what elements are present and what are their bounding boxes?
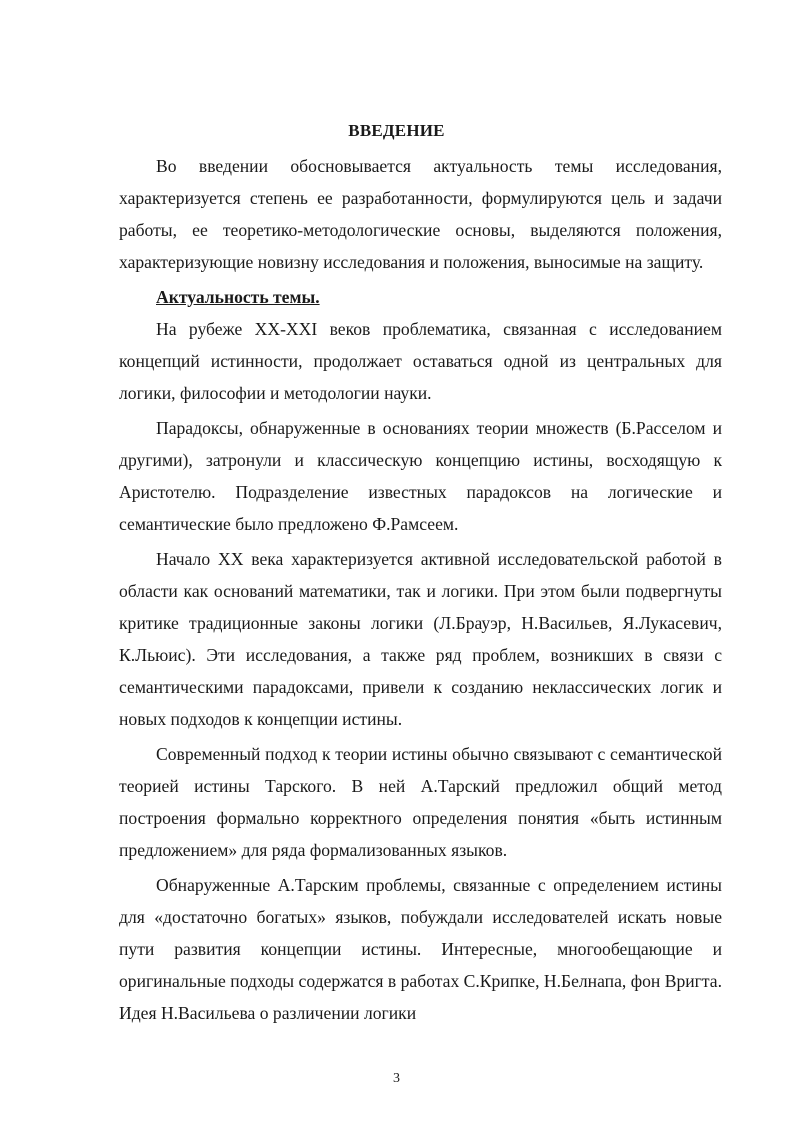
paragraph-4: Современный подход к теории истины обычно связывают с семантической теорией истины Тарского. В ней А.Тарский предложил общий метод построения формально корректного определения понятия «быть истинным предложением» для ряда формализованных языков. — [119, 744, 722, 860]
intro-paragraph: Во введении обосновывается актуальность темы исследования, характеризуется степень ее разработанности, формулируются цель и задачи работы, ее теоретико-методологические основы, выделяются положения, характеризующие новизну исследования и положения, выносимые на защиту. — [119, 156, 722, 272]
section-title-text: Актуальность темы. — [156, 287, 320, 307]
section-title — [119, 281, 722, 313]
paragraph-1: На рубеже XX-XXI веков проблематика, связанная с исследованием концепций истинности, продолжает оставаться одной из центральных для логики, философии и методологии науки. — [119, 319, 722, 403]
paragraph-5: Обнаруженные А.Тарским проблемы, связанные с определением истины для «достаточно богатых» языков, побуждали исследователей искать новые пути развития концепции истины. Интересные, многообещающие и оригинальные подходы содержатся в работах С.Крипке, Н.Белнапа, фон Вригта. Идея Н.Васильева о различении логики — [119, 875, 722, 1023]
document-body — [119, 150, 722, 1029]
paragraph-3: Начало XX века характеризуется активной исследовательской работой в области как оснований математики, так и логики. При этом были подвергнуты критике традиционные законы логики (Л.Брауэр, Н.Васильев, Я.Лукасевич, К.Льюис). Эти исследования, а также ряд проблем, возникших в связи с семантическими парадоксами, привели к созданию неклассических логик и новых подходов к концепции истины. — [119, 549, 722, 729]
paragraph-2: Парадоксы, обнаруженные в основаниях теории множеств (Б.Расселом и другими), затронули и классическую концепцию истины, восходящую к Аристотелю. Подразделение известных парадоксов на логические и семантические было предложено Ф.Рамсеем. — [119, 418, 722, 534]
page-number: 3 — [393, 1071, 400, 1086]
page-title: ВВЕДЕНИЕ — [348, 121, 445, 140]
